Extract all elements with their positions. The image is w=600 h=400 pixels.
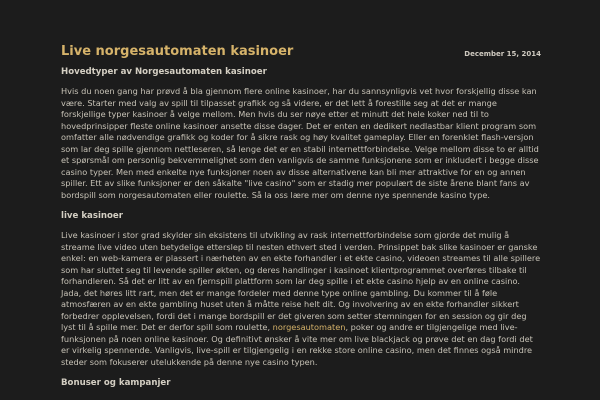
section-heading-bonuser: Bonuser og kampanjer — [61, 378, 171, 388]
paragraph-live-kasinoer — [61, 230, 541, 368]
section-heading-live-kasinoer: live kasinoer — [61, 211, 123, 221]
post-date: December 15, 2014 — [464, 50, 541, 58]
post-title-link[interactable]: Live norgesautomaten kasinoer — [61, 44, 294, 59]
norgesautomaten-link[interactable]: norgesautomaten — [272, 322, 346, 332]
paragraph-text-before-link: Live kasinoer i stor grad skylder sin eksistens til utvikling av rask internettforbindelse som gjorde det mulig å streame live video uten betydelige etterslep til nesten ethvert sted i verden. Prinsippet bak slike kasinoer er ganske enkel: en web-kamera er plassert i nærheten av en ekte forhandler i et ekte casino, videoen streames til alle spillere som har sluttet seg til levende spiller økten, og deres handlinger i kasinoet klientprogrammet overføres tilbake til forhandleren. Så det er litt av en fjernspill plattform som lar deg spille i et ekte casino hjelp av en online casino. Jada, det høres litt rart, men det er mange fordeler med denne type online gambling. Du kommer til å føle atmosfæren av en ekte gambling huset uten å måtte reise helt dit. Og involvering av en ekte forhandler sikkert forbedrer opplevelsen, fordi det i mange bordspill er det giveren som setter stemningen for en session og gir deg lyst til å spille mer. Det er derfor spill som roulette, — [61, 230, 541, 332]
blog-post — [61, 40, 541, 397]
section-heading-hovedtyper: Hovedtyper av Norgesautomaten kasinoer — [61, 67, 267, 77]
post-content — [61, 67, 541, 389]
post-header — [61, 40, 541, 62]
paragraph-hovedtyper: Hvis du noen gang har prøvd å bla gjennom flere online kasinoer, har du sannsynligvis vet hvor forskjellig disse kan være. Starter med valg av spill til tilpasset grafikk og så videre, er det lett å forestille seg at det er mange forskjellige typer kasinoer å velge mellom. Men hvis du ser nøye etter et minutt det hele koker ned til to hovedprinsipper fleste online kasinoer ansette disse dager. Det er enten en dedikert nedlastbar klient program som omfatter alle nødvendige grafikk og koder for å sikre rask og høy kvalitet gameplay. Eller en forenklet flash-versjon som lar deg spille gjennom nettleseren, så lenge det er en stabil internettforbindelse. Velge mellom disse to er alltid et spørsmål om personlig bekvemmelighet som den vanligvis de samme funksjonene som er inkludert i begge disse casino typer. Men med enkelte nye funksjoner noen av disse alternativene kan bli mer attraktive for en og annen spiller. Ett av slike funksjoner er den såkalte "live casino" som er stadig mer populært de siste årene blant fans av bordspill som norgesautomaten eller roulette. Så la oss lære mer om denne nye spennende kasino type. — [61, 86, 539, 200]
paragraph-text-after-link: , poker og andre er tilgjengelige med live-funksjonen på noen online kasinoer. Og definitivt ønsker å vite mer om live blackjack og prøve det en dag fordi det er virkelig spennende. Vanligvis, live-spill er tilgjengelig i en rekke store online casino, men det finnes også mindre steder som fokuserer utelukkende på denne nye casino typen. — [61, 322, 533, 367]
